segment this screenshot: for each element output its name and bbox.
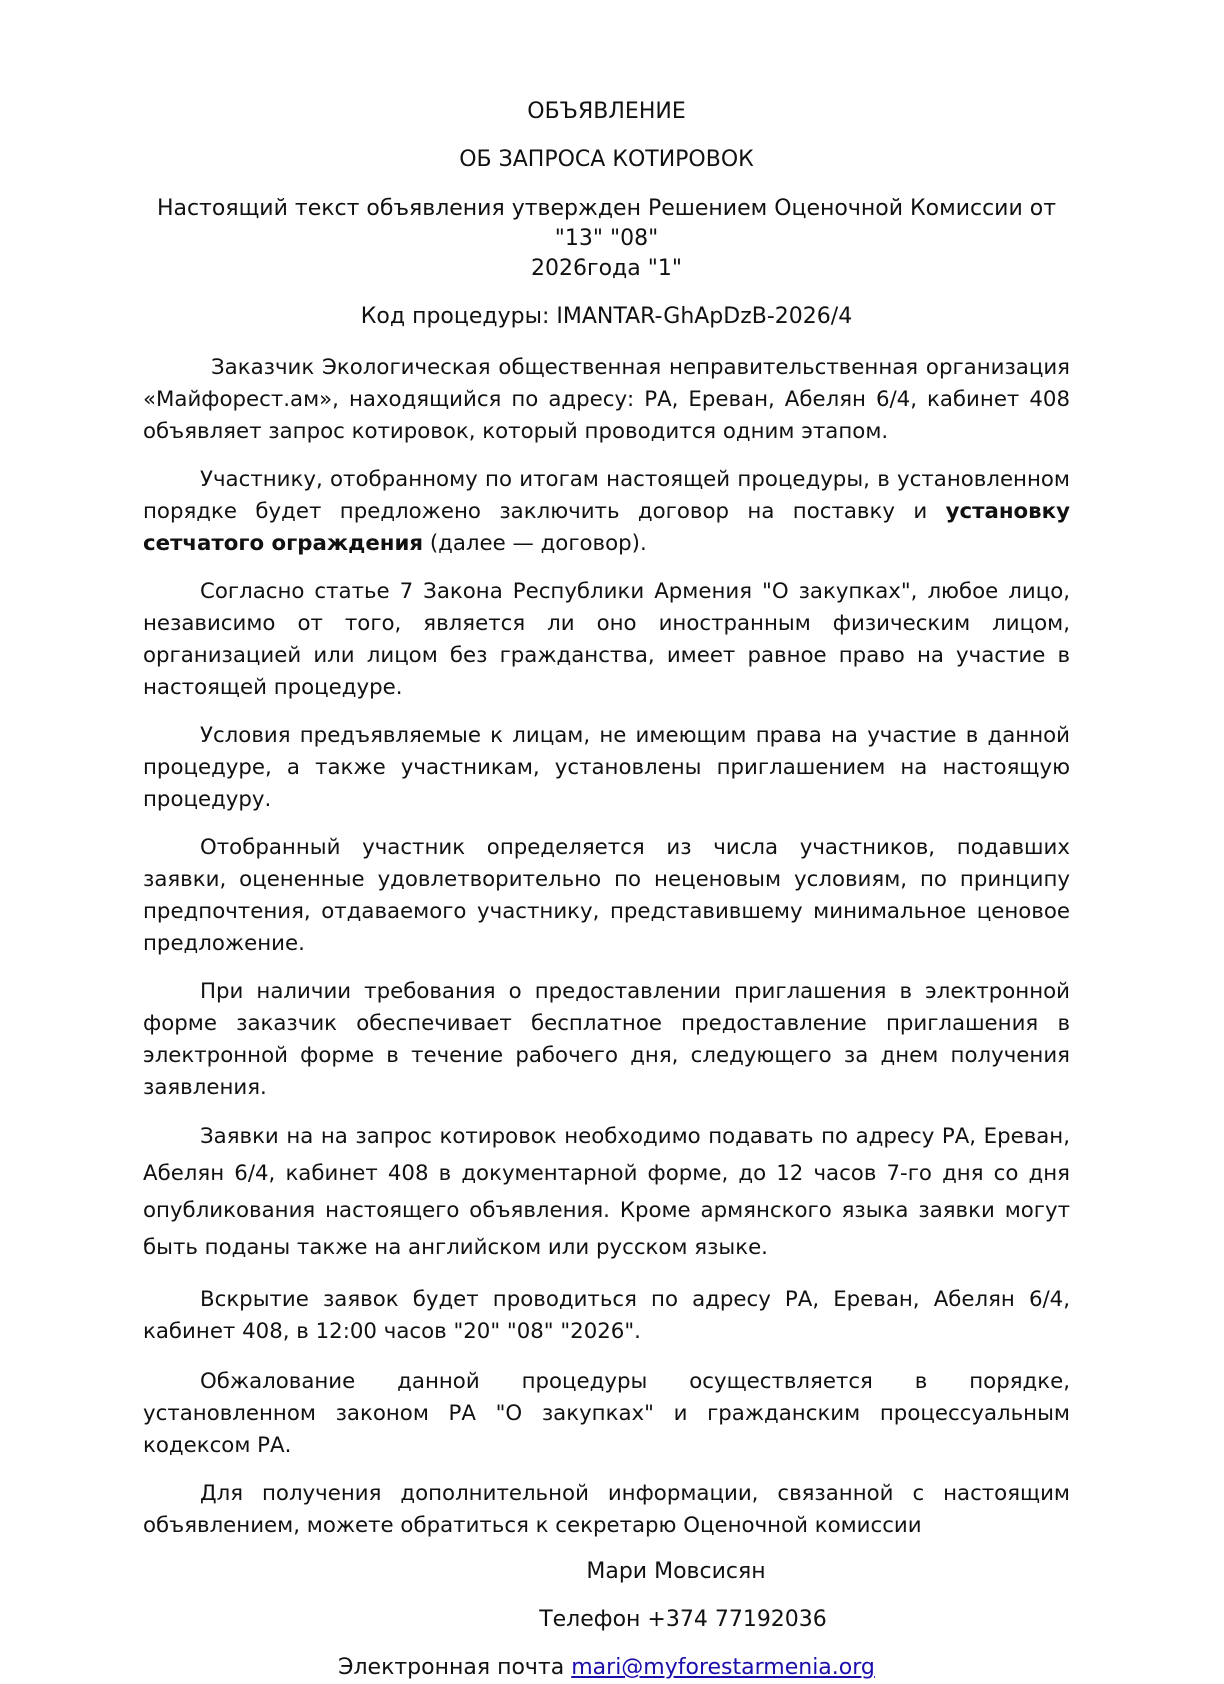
procedure-code: Код процедуры: IMANTAR-GhApDzB-2026/4	[360, 304, 853, 329]
electronic-form-paragraph: При наличии требования о предоставлении приглашения в электронной форме заказчик обеспечивает бесплатное предоставление приглашения в электронной форме в течение рабочего дня, следующего за днем получения заявления.	[143, 979, 1070, 1100]
conditions-paragraph: Условия предъявляемые к лицам, не имеющим права на участие в данной процедуре, а также участникам, установлены приглашением на настоящую процедуру.	[143, 723, 1070, 812]
participant-text-start: Участнику, отобранному по итогам настоящей процедуры, в установленном порядке будет предложено заключить договор на поставку и	[143, 467, 1070, 524]
email-link[interactable]: mari@myforestarmenia.org	[571, 1655, 875, 1680]
selection-paragraph: Отобранный участник определяется из числа участников, подавших заявки, оцененные удовлетворительно по неценовым условиям, по принципу предпочтения, отдаваемого участнику, представившему минимальное ценовое предложение.	[143, 835, 1070, 956]
email-label: Электронная почта	[338, 1655, 572, 1680]
email-line	[143, 1652, 1070, 1684]
appeal-paragraph: Обжалование данной процедуры осуществляется в порядке, установленном законом РА "О закупках" и гражданским процессуальным кодексом РА.	[143, 1369, 1070, 1458]
document-title: ОБЪЯВЛЕНИЕ	[527, 99, 686, 124]
approval-statement	[143, 194, 1070, 284]
law-paragraph: Согласно статье 7 Закона Республики Армения "О закупках", любое лицо, независимо от того, является ли оно иностранным физическим лицом, организацией или лицом без гражданства, имеет равное право на участие в настоящей процедуре.	[143, 579, 1070, 700]
secretary-name: Мари Мовсисян	[586, 1559, 766, 1584]
document-subtitle: ОБ ЗАПРОСА КОТИРОВОК	[459, 147, 754, 172]
approval-line-2: 2026года "1"	[531, 256, 682, 281]
phone-line: Телефон +374 77192036	[539, 1607, 827, 1632]
contract-subject: установку сетчатого ограждения	[143, 499, 1070, 556]
contact-paragraph: Для получения дополнительной информации, связанной с настоящим объявлением, можете обратиться к секретарю Оценочной комиссии	[143, 1481, 1070, 1538]
opening-paragraph: Вскрытие заявок будет проводиться по адресу РА, Ереван, Абелян 6/4, кабинет 408, в 12:00 часов "20" "08" "2026".	[143, 1287, 1070, 1344]
applications-paragraph: Заявки на на запрос котировок необходимо подавать по адресу РА, Ереван, Абелян 6/4, кабинет 408 в документарной форме, до 12 часов 7-го дня со дня опубликования настоящего объявления. Кроме армянского языка заявки могут быть поданы также на английском или русском языке.	[143, 1124, 1070, 1260]
participant-text-end: (далее — договор).	[423, 531, 647, 556]
customer-paragraph: Заказчик Экологическая общественная неправительственная организация «Майфорест.ам», находящийся по адресу: РА, Ереван, Абелян 6/4, кабинет 408 объявляет запрос котировок, который проводится одним этапом.	[143, 355, 1070, 444]
participant-paragraph	[143, 464, 1070, 560]
approval-line-1: Настоящий текст объявления утвержден Решением Оценочной Комиссии от "13" "08"	[156, 196, 1057, 251]
